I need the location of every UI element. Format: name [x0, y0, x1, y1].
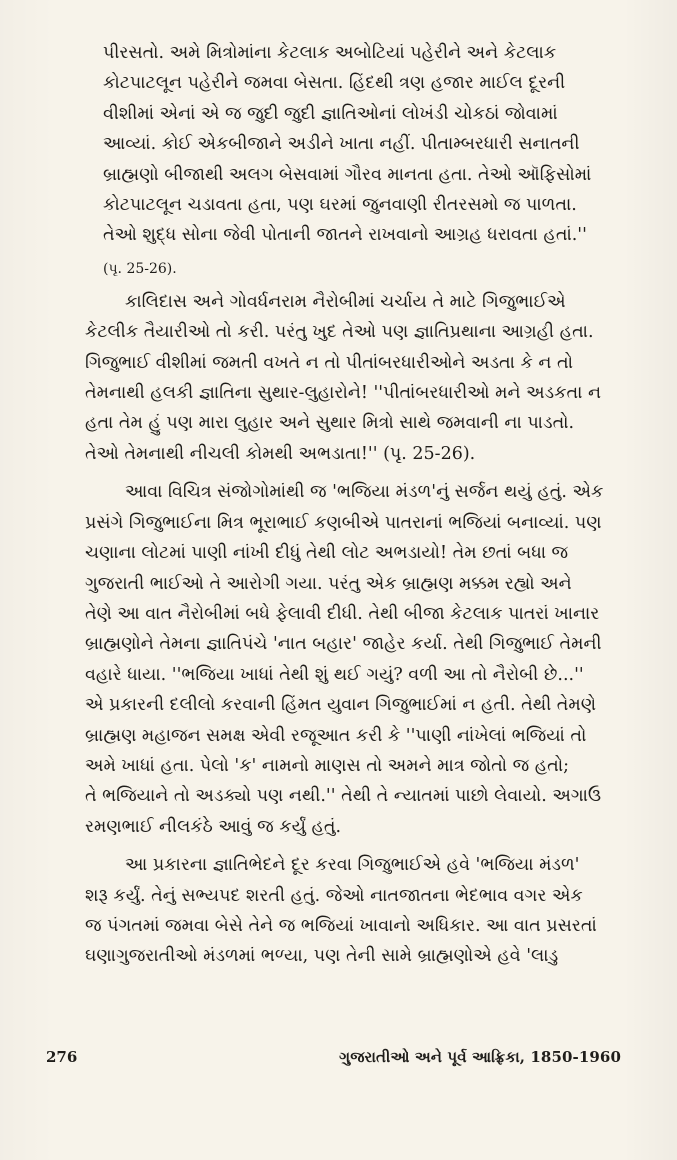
paragraph-line: તેમનાથી હલકી જ્ઞાતિના સુથાર-લુહારોને! ''પીતાંબરધારીઓ મને અડકતા ન — [85, 383, 601, 404]
paragraph-line: કાલિદાસ અને ગોવર્ધનરામ નૈરોબીમાં ચર્ચાય તે માટે ગિજુભાઈએ — [125, 291, 566, 312]
paragraph-line: તેણે આ વાત નૈરોબીમાં બધે ફેલાવી દીધી. તેથી બીજા કેટલાક પાતરાં ખાનાર — [85, 603, 600, 624]
paragraph-line: ઘણાગુજરાતીઓ મંડળમાં ભળ્યા, પણ તેની સામે બ્રાહ્મણોએ હવે 'લાડુ — [85, 946, 559, 967]
paragraph-line: એ પ્રકારની દલીલો કરવાની હિંમત યુવાન ગિજુભાઈમાં ન હતી. તેથી તેમણે — [85, 695, 596, 716]
quote-line: આવ્યાં. કોઈ એકબીજાને અડીને ખાતા નહીં. પીતામ્બરધારી સનાતની — [103, 134, 580, 155]
paragraph-line: તેઓ તેમનાથી નીચલી કોમથી અભડાતા!'' (પૃ. 25-26). — [85, 443, 476, 464]
quote-citation: (પૃ. 25-26). — [103, 260, 177, 277]
paragraph-line: રમણભાઈ નીલકંઠે આવું જ કર્યું હતું. — [85, 816, 342, 837]
quote-line: કોટપાટલૂન ચડાવતા હતા, પણ ઘરમાં જુનવાણી રીતરસમો જ પાળતા. — [103, 195, 577, 216]
paragraph-line: પ્રસંગે ગિજુભાઈના મિત્ર ભૂરાભાઈ કણબીએ પાતરાનાં ભજિયાં બનાવ્યાં. પણ — [85, 512, 602, 533]
paragraph-line: અમે ખાધાં હતા. પેલો 'ક' નામનો માણસ તો અમને માત્ર જોતો જ હતો; — [85, 755, 570, 776]
quoted-passage — [103, 38, 645, 251]
paragraph-1 — [85, 287, 645, 469]
paragraph-line: વહારે ધાયા. ''ભજિયા ખાધાં તેથી શું થઈ ગયું? વળી આ તો નૈરોબી છે...'' — [85, 664, 584, 685]
paragraph-2 — [85, 477, 645, 842]
page-number: 276 — [46, 1048, 78, 1066]
paragraph-line: આવા વિચિત્ર સંજોગોમાંથી જ 'ભજિયા મંડળ'નું સર્જન થયું હતું. એક — [125, 482, 604, 503]
quote-line: બ્રાહ્મણો બીજાથી અલગ બેસવામાં ગૌરવ માનતા હતા. તેઓ ઑફિસોમાં — [103, 164, 592, 185]
paragraph-line: કેટલીક તૈયારીઓ તો કરી. પરંતુ ખુદ તેઓ પણ જ્ઞાતિપ્રથાના આગ્રહી હતા. — [85, 322, 594, 343]
paragraph-line: તે ભજિયાને તો અડક્યો પણ નથી.'' તેથી તે ન્યાતમાં પાછો લેવાયો. અગાઉ — [85, 786, 602, 807]
quote-line: પીરસતો. અમે મિત્રોમાંના કેટલાક અબોટિયાં પહેરીને અને કેટલાક — [103, 43, 557, 63]
quote-line: વીશીમાં એનાં એ જ જુદી જુદી જ્ઞાતિઓનાં લોખંડી ચોકઠાં જોવામાં — [103, 103, 558, 124]
quote-line: તેઓ શુદ્ધ સોના જેવી પોતાની જાતને રાખવાનો આગ્રહ ધરાવતા હતાં.'' — [103, 225, 587, 246]
paragraph-line: આ પ્રકારના જ્ઞાતિભેદને દૂર કરવા ગિજુભાઈએ હવે 'ભજિયા મંડળ' — [125, 855, 580, 876]
paragraph-line: શરૂ કર્યું. તેનું સભ્યપદ શરતી હતું. જેઓ નાતજાતના ભેદભાવ વગર એક — [85, 885, 583, 906]
paragraph-line: બ્રાહ્મણ મહાજન સમક્ષ એવી રજૂઆત કરી કે ''પાણી નાંખેલાં ભજિયાં તો — [85, 725, 587, 746]
running-head: ગુજરાતીઓ અને પૂર્વ આફ્રિકા, 1850-1960 — [339, 1048, 621, 1066]
paragraph-line: ચણાના લોટમાં પાણી નાંખી દીધું તેથી લોટ અભડાયો! તેમ છતાં બધા જ — [85, 543, 569, 564]
paragraph-3 — [85, 850, 645, 972]
paragraph-line: જ પંગતમાં જમવા બેસે તેને જ ભજિયાં ખાવાનો અધિકાર. આ વાત પ્રસરતાં — [85, 915, 597, 936]
paragraph-line: હતા તેમ હું પણ મારા લુહાર અને સુથાર મિત્રો સાથે જમવાની ના પાડતો. — [85, 413, 575, 434]
paragraph-line: ગિજુભાઈ વીશીમાં જમતી વખતે ન તો પીતાંબરધારીઓને અડતા કે ન તો — [85, 352, 573, 373]
paragraph-line: ગુજરાતી ભાઈઓ તે આરોગી ગયા. પરંતુ એક બ્રાહ્મણ મક્કમ રહ્યો અને — [85, 573, 572, 594]
paragraph-line: બ્રાહ્મણોને તેમના જ્ઞાતિપંચે 'નાત બહાર' જાહેર કર્યા. તેથી ગિજુભાઈ તેમની — [85, 634, 602, 655]
quote-line: કોટપાટલૂન પહેરીને જમવા બેસતા. હિંદથી ત્રણ હજાર માઈલ દૂરની — [103, 73, 566, 94]
page-content — [85, 38, 645, 980]
page-footer — [0, 1048, 677, 1084]
